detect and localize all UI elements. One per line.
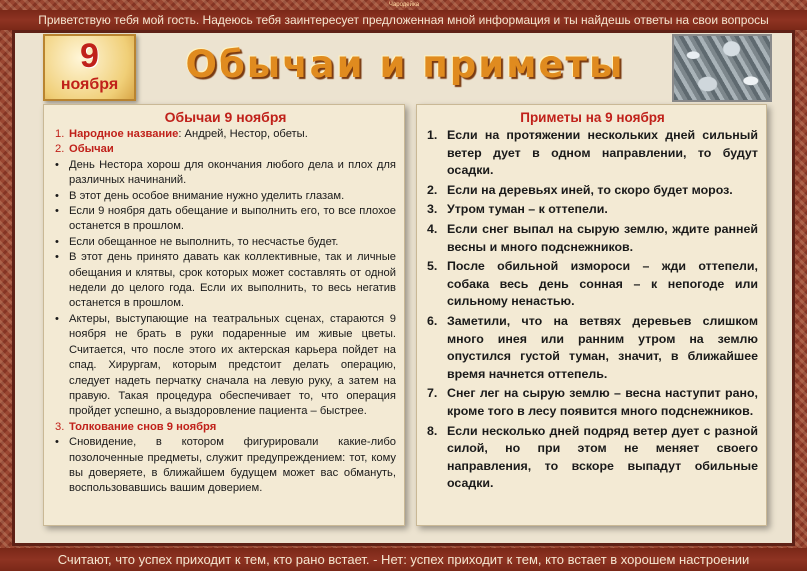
omen-list-item (427, 221, 758, 256)
omen-number: 6. (427, 313, 438, 328)
omen-list-item (427, 182, 758, 200)
omen-text: Если на деревьях иней, то скоро будет мороз. (447, 182, 733, 197)
item-body: Сновидение, в котором фигурировали какие-либо позолоченные предметы, служит предупреждением: тот, кому вы доверяете, в ближайшем будущем может вас обмануть, воспользовавшись вашим доверием. (69, 436, 396, 495)
omen-number: 4. (427, 221, 438, 236)
customs-list-item (55, 158, 396, 189)
customs-item-text (69, 204, 396, 235)
customs-list-item (55, 127, 396, 142)
customs-list-item (55, 435, 396, 497)
list-marker: 1. (55, 128, 65, 140)
customs-list-item (55, 142, 396, 157)
omen-list-item (427, 313, 758, 383)
omen-text: Снег лег на сырую землю – весна наступит рано, кроме того в лесу появится много подснежников. (447, 386, 758, 418)
item-body: Если 9 ноября дать обещание и выполнить его, то все плохое останется в прошлом. (69, 205, 396, 233)
omen-number: 7. (427, 386, 438, 401)
list-marker: • (55, 205, 59, 218)
customs-item-text (69, 127, 396, 142)
item-body: : Андрей, Нестор, обеты. (178, 128, 308, 140)
list-marker: 3. (55, 420, 65, 433)
item-body: Если обещанное не выполнить, то несчастье будет. (69, 235, 339, 248)
omens-panel (416, 104, 767, 526)
list-marker: 2. (55, 143, 65, 156)
omen-list-item (427, 127, 758, 180)
omen-list-item (427, 258, 758, 311)
customs-list (55, 127, 396, 497)
customs-list-item (55, 250, 396, 312)
customs-list-item (55, 235, 396, 250)
customs-list-item (55, 420, 396, 435)
bottom-banner: Считают, что успех приходит к тем, кто рано встает. - Нет: успех приходит к тем, кто встает в хорошем настроении (0, 548, 807, 571)
omen-list-item (427, 423, 758, 493)
customs-item-text (69, 158, 396, 189)
item-body: Актеры, выступающие на театральных сценах, стараются 9 ноября не брать в руки подаренные им живые цветы. Считается, что после этого их актерская карьера пойдет на спад. Хирургам, которым предстоит делать операцию, следует надеть перчатку сначала на левую руку, а затем на правую. Такая процедура обеспечивает то, что операция пройдет успешно, а выздоровление пациента – быстрее. (69, 312, 396, 418)
customs-item-text (69, 435, 396, 497)
item-body: В этот день принято давать как коллективные, так и личные обещания и клятвы, срок которых может составлять от одной недели до целого года. Если их выполнить, то весь негатив останется в прошлом. (69, 251, 396, 310)
customs-list-item (55, 312, 396, 420)
omen-list-item (427, 201, 758, 219)
omen-list-item (427, 385, 758, 420)
item-body: День Нестора хорош для окончания любого дела и плох для различных начинаний. (69, 158, 396, 187)
frost-leaves-image (672, 34, 772, 102)
date-day: 9 (80, 37, 99, 75)
customs-panel (43, 104, 405, 526)
section-label: Обычаи (69, 143, 114, 156)
customs-list-item (55, 204, 396, 235)
item-body: В этот день особое внимание нужно уделить глазам. (69, 189, 345, 202)
top-banner: Приветствую тебя мой гость. Надеюсь тебя заинтересует предложенная мной информация и ты найдешь ответы на свои вопросы (0, 10, 807, 30)
omen-text: Если несколько дней подряд ветер дует с разной силой, но при этом не меняет своего направления, то вскоре выпадут обильные осадки. (447, 423, 758, 491)
customs-list-item (55, 189, 396, 204)
date-badge (43, 34, 136, 101)
customs-item-text (69, 142, 396, 157)
omen-number: 2. (427, 182, 438, 197)
omen-number: 3. (427, 202, 438, 217)
omen-text: После обильной измороси – жди оттепели, собака весь день сонная – к непогоде или сильному ненастью. (447, 259, 758, 309)
omen-text: Если на протяжении нескольких дней сильный ветер дует в одном направлении, то будут осадки. (447, 128, 758, 178)
list-marker: • (55, 251, 59, 264)
customs-item-text (69, 250, 396, 312)
list-marker: • (55, 235, 59, 248)
list-marker: • (55, 436, 59, 449)
omen-number: 5. (427, 259, 438, 274)
omen-number: 1. (427, 128, 438, 142)
list-marker: • (55, 158, 59, 171)
customs-item-text (69, 189, 396, 204)
omen-number: 8. (427, 423, 438, 438)
section-label: Толкование снов 9 ноября (69, 420, 217, 433)
date-month: ноября (60, 76, 119, 93)
customs-item-text (69, 420, 396, 435)
customs-item-text (69, 312, 396, 420)
page-title: Обычаи и приметы (185, 43, 625, 86)
omen-text: Утром туман – к оттепели. (447, 202, 608, 217)
omen-text: Если снег выпал на сырую землю, ждите ранней весны и много подснежников. (447, 221, 758, 254)
omen-text: Заметили, что на ветвях деревьев слишком много инея или ранним утром на землю опустился густой туман, значит, в ближайшее время начнется оттепель. (447, 313, 758, 381)
customs-item-text (69, 235, 396, 250)
section-label: Народное название (69, 128, 179, 140)
top-signature: Чародейка (388, 2, 420, 8)
customs-panel-title: Обычаи 9 ноября (164, 109, 287, 125)
omens-list (427, 127, 758, 493)
list-marker: • (55, 312, 59, 325)
list-marker: • (55, 189, 59, 202)
omens-panel-title: Приметы на 9 ноября (520, 110, 665, 125)
